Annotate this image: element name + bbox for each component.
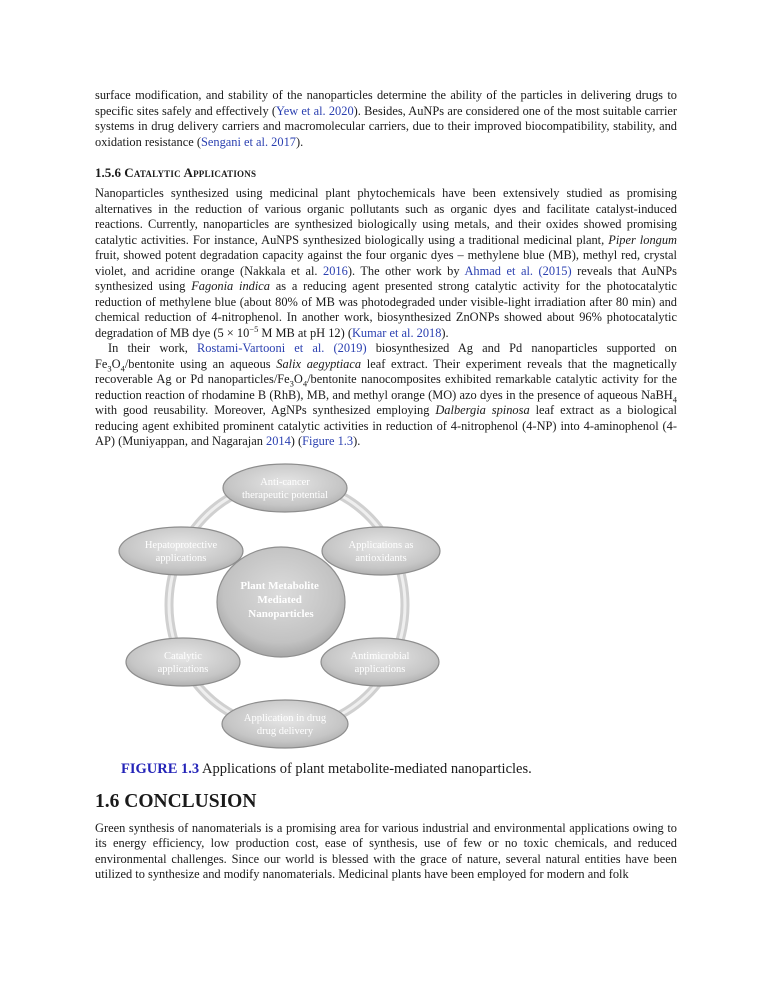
diagram-node: [222, 700, 348, 748]
center-label-line: Nanoparticles: [248, 607, 314, 620]
conclusion-heading: 1.6 CONCLUSION: [95, 790, 257, 812]
citation-link[interactable]: Rostami-Vartooni et al. (2019): [197, 341, 367, 355]
diagram-node: [119, 527, 243, 575]
diagram-node-shape: [321, 638, 439, 686]
caption-text: Applications of plant metabolite-mediated nanoparticles.: [199, 760, 532, 777]
figure-link[interactable]: Figure 1.3: [302, 434, 354, 448]
section-heading: 1.5.6 Catalytic Applications: [95, 165, 257, 180]
diagram-node-label-line: Catalytic: [164, 650, 202, 662]
citation-link[interactable]: Ahmad et al. (2015): [464, 263, 572, 278]
diagram-node: [126, 638, 240, 686]
diagram-node: [321, 638, 439, 686]
diagram-node-shape: [223, 464, 347, 512]
diagram-node-shape: [119, 527, 243, 575]
citation-link[interactable]: Kumar et al. 2018: [351, 325, 442, 340]
intro-paragraph: surface modification, and stability of the nanoparticles determine the ability of the particles in delivering drugs to specific sites safely and effectively (Yew et al. 2020). Besides, AuNPs are considered one of the most suitable carrier systems in drug delivery carriers and macromolecular carriers, due to their improved biocompatibility, stability, and oxidation resistance (Sengani et al. 2017).: [95, 88, 678, 149]
citation-link[interactable]: Yew et al. 2020: [276, 103, 354, 118]
catalytic-paragraph-2: In their work, Rostami-Vartooni et al. (2019) biosynthesized Ag and Pd nanoparticles supported on $Fe_3O_4$/bentonite using an aqueous Salix aegyptiaca leaf extract. Their experiment reveals that the magnetically recoverable Ag or Pd nanoparticles/$Fe_3O_4$/bentonite nanocomposites exhibited remarkable catalytic activity for the reduction reaction of rhodamine B (RhB), MB, and methyl orange (MO) azo dyes in the presence of aqueous NaBH$_4$ with good reusability. Moreover, AgNPs synthesized employing Dalbergia spinosa leaf extract as a biological reducing agent exhibited prominent catalytic activities in reduction of 4-nitrophenol (4-NP) into 4-aminophenol (4-AP) (Muniyappan, and Nagarajan 2014) (Figure 1.3).: [95, 341, 677, 448]
figure-diagram: [95, 462, 677, 752]
diagram-node-label-line: Applications as: [348, 539, 414, 551]
diagram-node-label-line: applications: [157, 663, 209, 675]
catalytic-paragraph-1: Nanoparticles synthesized using medicinal plant phytochemicals have been extensively studied as promising alternatives in the reduction of various organic pollutants such as organic dyes and facilitate catalyst-induced reactions. Currently, nanoparticles are synthesized biologically using metals, and their oxides showed promising catalytic activities. For instance, AuNPS synthesized biologically using a traditional medicinal plant, Piper longum fruit, showed potent degradation capacity against the four organic dyes – methylene blue (MB), methyl red, crystal violet, and acridine orange (Nakkala et al. 2016). The other work by Ahmad et al. (2015) reveals that AuNPs synthesized using Fagonia indica as a reducing agent presented strong catalytic activity for the photocatalytic reduction of methylene blue (about 80% of MB was photodegraded under visible-light irradiation after 80 min) and chemical reduction of 4-nitrophenol. In another work, biosynthesized ZnONPs showed about 96% photocatalytic degradation of MB dye ($5 \times 10^{-5}$ M MB at pH 12) (Kumar et al. 2018).: [95, 186, 677, 340]
diagram-node-label-line: drug delivery: [256, 725, 314, 737]
citation-link[interactable]: Sengani et al. 2017: [200, 134, 296, 149]
diagram-node: [322, 527, 440, 575]
figure-caption: [121, 760, 677, 778]
page-content: [95, 88, 677, 883]
diagram-node-label-line: therapeutic potential: [241, 489, 329, 501]
citation-link[interactable]: 2016: [323, 263, 348, 278]
diagram-node-label-line: Antimicrobial: [350, 650, 410, 662]
diagram-node-shape: [126, 638, 240, 686]
caption-label: FIGURE 1.3: [121, 760, 200, 777]
citation-link[interactable]: 2014: [266, 434, 291, 448]
center-label-line: Mediated: [257, 593, 302, 606]
diagram-node-label-line: Anti-cancer: [260, 476, 310, 488]
diagram-svg: [95, 462, 677, 752]
diagram-node-label-line: antioxidants: [355, 552, 407, 564]
diagram-node-shape: [322, 527, 440, 575]
conclusion-paragraph: Green synthesis of nanomaterials is a promising area for various industrial and environmental applications owing to its energy efficiency, low production cost, ease of synthesis, use of few or no toxic chemicals, and reduced environmental challenges. Since our world is blessed with the grace of nature, several natural entities have been utilized to synthesize and modify nanomaterials. Medicinal plants have been employed for modern and folk: [95, 820, 677, 881]
diagram-node-label-line: Application in drug: [243, 712, 327, 724]
center-label-line: Plant Metabolite: [240, 579, 319, 592]
diagram-node-label-line: applications: [155, 552, 207, 564]
diagram-node-shape: [222, 700, 348, 748]
diagram-node: [223, 464, 347, 512]
diagram-node-label-line: applications: [354, 663, 406, 675]
diagram-node-label-line: Hepatoprotective: [144, 539, 218, 551]
